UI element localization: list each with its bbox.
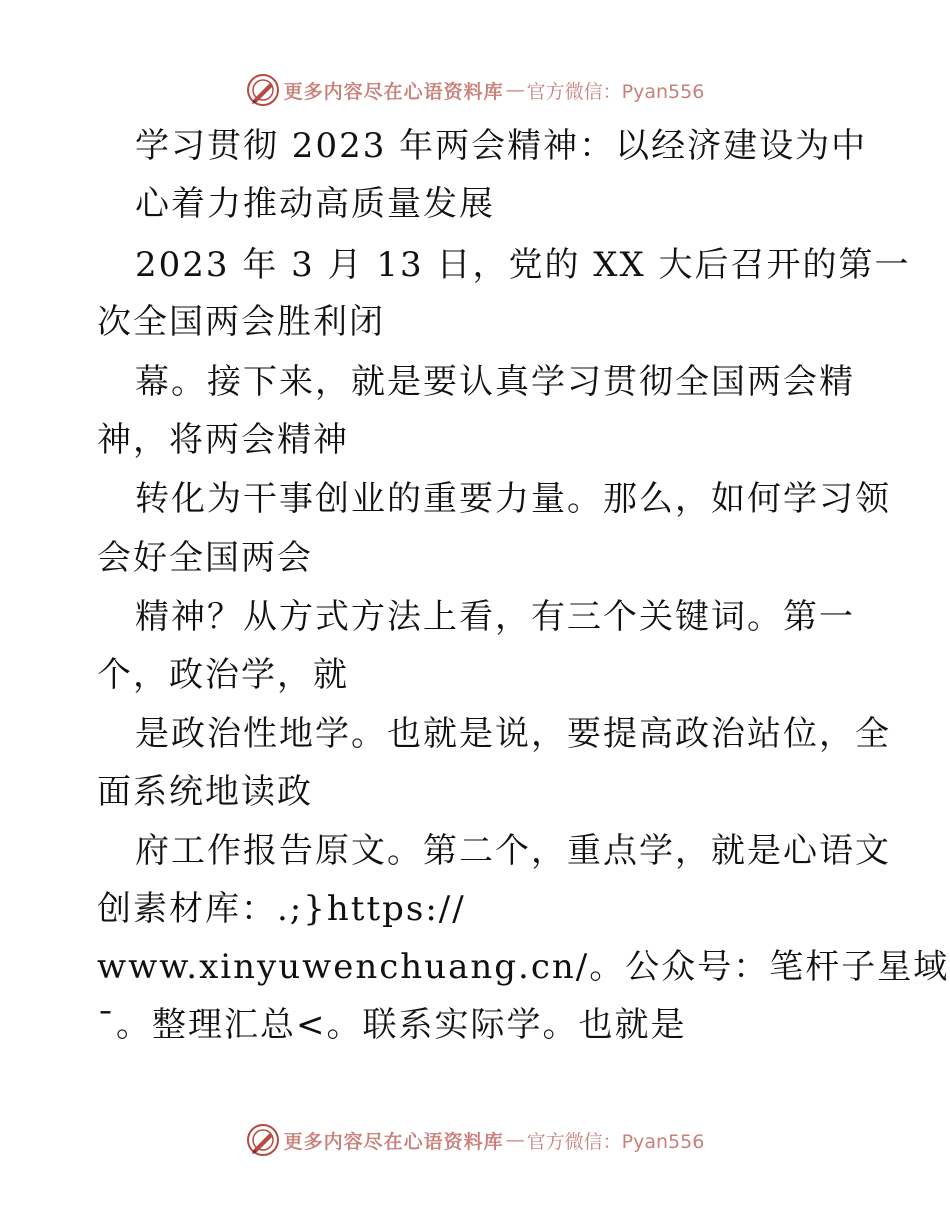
paragraph-line: 个，政治学，就 [97, 655, 349, 695]
banner-separator: — [505, 79, 525, 101]
banner-text: 更多内容尽在心语资料库 [283, 80, 504, 103]
paragraph-line: 创素材库：.;}https:// [97, 889, 466, 929]
paragraph-line: ¯。整理汇总<。联系实际学。也就是 [97, 1005, 687, 1045]
title-line-2: 心着力推动高质量发展 [135, 184, 495, 224]
paragraph-line: 幕。接下来，就是要认真学习贯彻全国两会精 [135, 362, 855, 402]
banner-wechat: 官方微信：Pyan556 [526, 1130, 705, 1153]
pen-logo-icon [246, 1123, 280, 1157]
banner-separator: — [505, 1129, 525, 1151]
banner-wechat: 官方微信：Pyan556 [526, 80, 705, 103]
paragraph-line: 次全国两会胜利闭 [97, 302, 385, 342]
pen-logo-icon [246, 73, 280, 107]
paragraph-line: 精神？从方式方法上看，有三个关键词。第一 [135, 597, 855, 637]
paragraph-line: 会好全国两会 [97, 538, 313, 578]
paragraph-line: 是政治性地学。也就是说，要提高政治站位，全 [135, 714, 891, 754]
paragraph-line: 府工作报告原文。第二个，重点学，就是心语文 [135, 831, 891, 871]
footer-banner [0, 1120, 950, 1160]
paragraph-line: 转化为干事创业的重要力量。那么，如何学习领 [135, 479, 891, 519]
header-banner [0, 70, 950, 110]
paragraph-line: 神，将两会精神 [97, 420, 349, 460]
paragraph-line: www.xinyuwenchuang.cn/。公众号：笔杆子星域 [97, 947, 950, 987]
paragraph-line: 2023 年 3 月 13 日，党的 XX 大后召开的第一 [135, 245, 911, 285]
banner-text: 更多内容尽在心语资料库 [283, 1130, 504, 1153]
title-line-1: 学习贯彻 2023 年两会精神：以经济建设为中 [135, 126, 868, 166]
paragraph-line: 面系统地读政 [97, 772, 313, 812]
